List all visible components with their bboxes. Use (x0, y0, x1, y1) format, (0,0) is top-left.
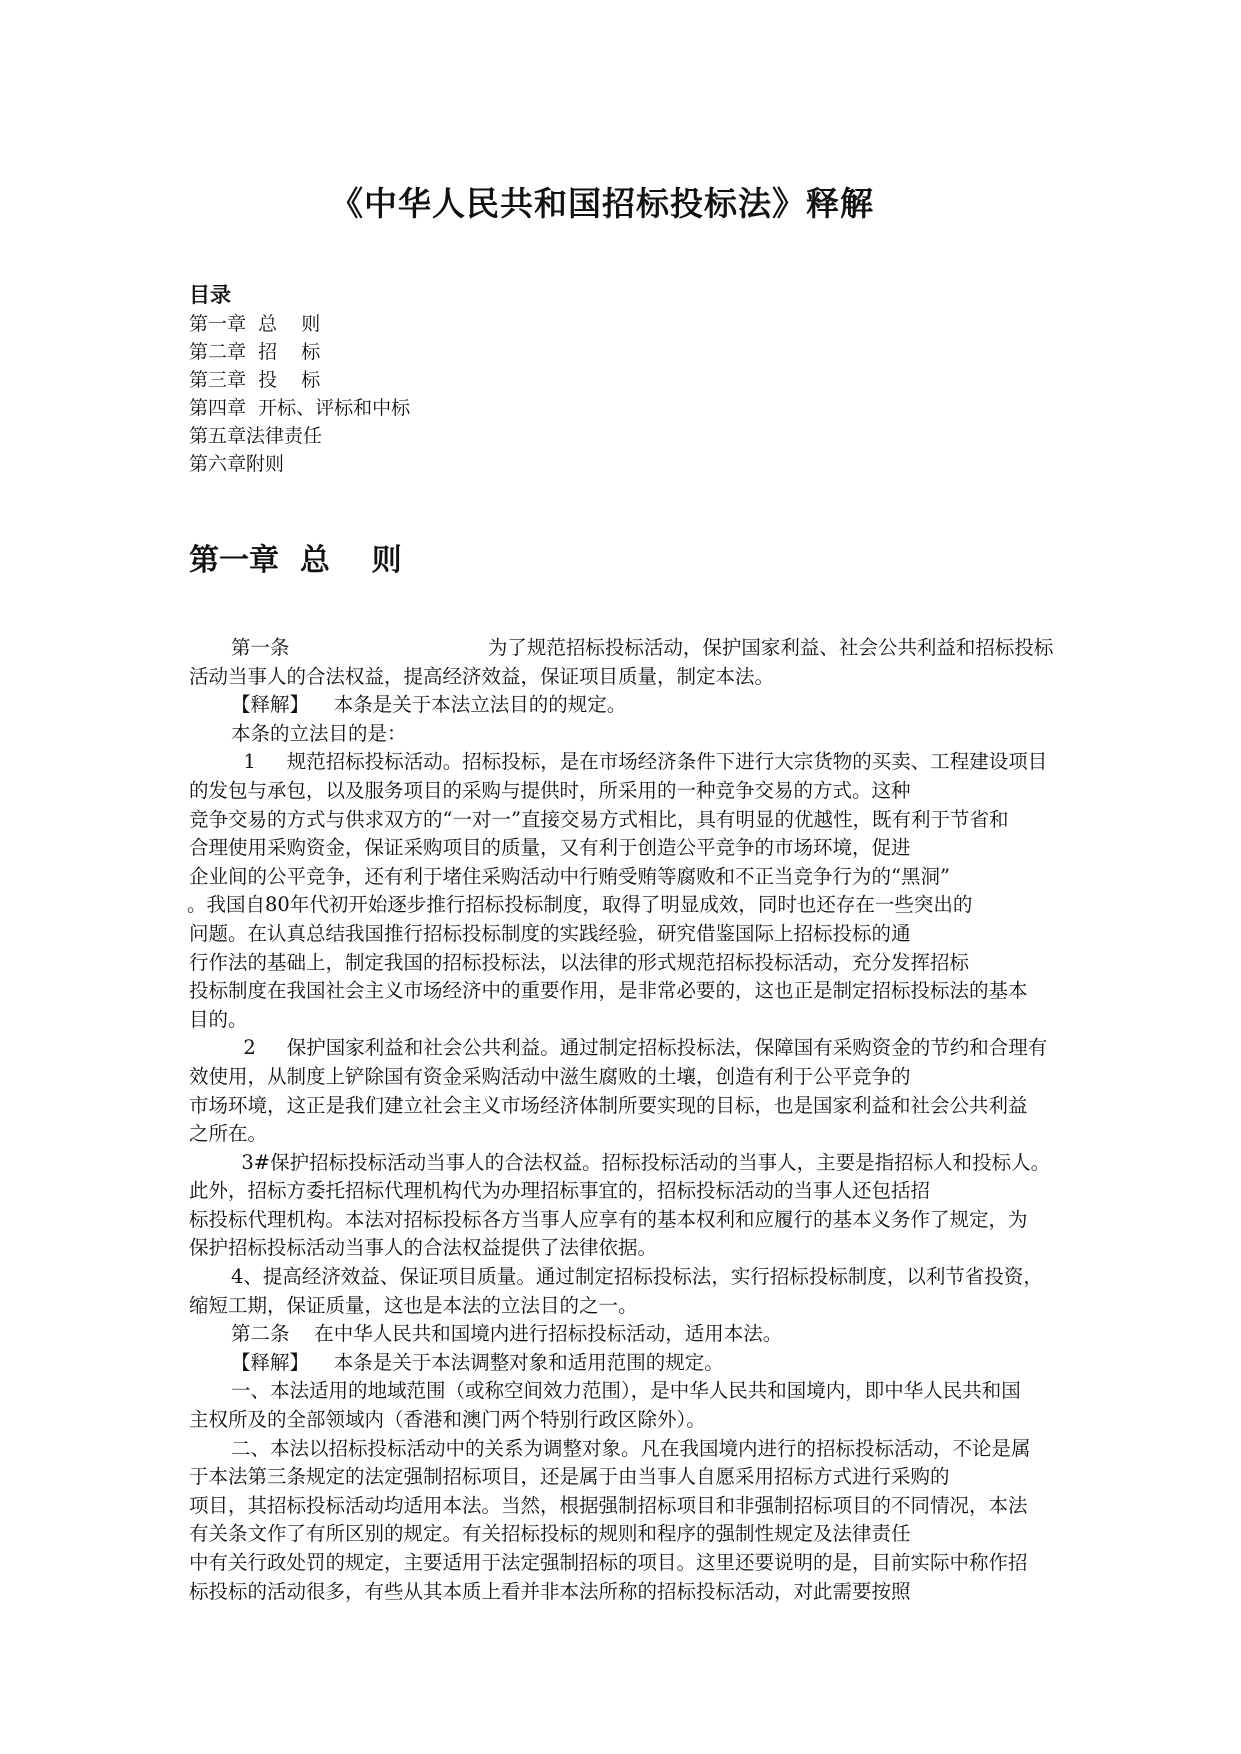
body-line: 第二条 在中华人民共和国境内进行招标投标活动，适用本法。 (231, 1322, 783, 1346)
body-line: 有关条文作了有所区别的规定。有关招标投标的规则和程序的强制性规定及法律责任 (189, 1522, 911, 1546)
body-line: 。我国自80年代初开始逐步推行招标投标制度，取得了明显成效，同时也还存在一些突出的 (187, 893, 973, 917)
body-line: 4、提高经济效益、保证项目质量。通过制定招标投标法，实行招标投标制度，以利节省投资， (231, 1265, 1043, 1289)
body-line: 第一条 为了规范招标投标活动，保护国家利益、社会公共利益和招标投标 (231, 636, 1054, 659)
toc-item: 第一章 总 则 (189, 313, 321, 335)
body-line: 企业间的公平竞争，还有利于堵住采购活动中行贿受贿等腐败和不正当竞争行为的“黑洞” (189, 864, 950, 888)
body-line: 标投标的活动很多，有些从其本质上看并非本法所称的招标投标活动，对此需要按照 (189, 1579, 911, 1603)
body-line: 竞争交易的方式与供求双方的“一对一”直接交易方式相比，具有明显的优越性，既有利于节省和 (189, 807, 1009, 831)
body-line: 之所在。 (189, 1122, 268, 1146)
document-title: 《中华人民共和国招标投标法》释解 (330, 184, 874, 223)
body-line: 中有关行政处罚的规定，主要适用于法定强制招标的项目。这里还要说明的是，目前实际中称作招 (189, 1551, 1028, 1574)
body-line: 3#保护招标投标活动当事人的合法权益。招标投标活动的当事人，主要是指招标人和投标人。 (229, 1150, 1051, 1174)
body-line: 行作法的基础上，制定我国的招标投标法，以法律的形式规范招标投标活动，充分发挥招标 (189, 950, 970, 974)
toc-heading: 目录 (189, 283, 231, 307)
body-line: 效使用，从制度上铲除国有资金采购活动中滋生腐败的土壤，创造有利于公平竞争的 (189, 1064, 911, 1088)
body-line: 目的。 (189, 1007, 248, 1031)
body-line: 一、本法适用的地域范围（或称空间效力范围），是中华人民共和国境内，即中华人民共和国 (231, 1379, 1021, 1403)
body-line: 缩短工期，保证质量，这也是本法的立法目的之一。 (189, 1293, 638, 1317)
body-line: 本条的立法目的是： (231, 721, 407, 745)
body-line: 合理使用采购资金，保证采购项目的质量，又有利于创造公平竞争的市场环境，促进 (189, 836, 911, 860)
toc-item: 第二章 招 标 (189, 341, 321, 363)
body-line: 主权所及的全部领域内（香港和澳门两个特别行政区除外）。 (189, 1408, 706, 1432)
body-line: 活动当事人的合法权益，提高经济效益，保证项目质量，制定本法。 (189, 664, 775, 688)
document-body (189, 634, 1149, 1606)
body-line: 于本法第三条规定的法定强制招标项目，还是属于由当事人自愿采用招标方式进行采购的 (189, 1465, 950, 1489)
body-line: 的发包与承包，以及服务项目的采购与提供时，所采用的一种竞争交易的方式。这种 (189, 778, 911, 802)
body-line: 此外，招标方委托招标代理机构代为办理招标事宜的，招标投标活动的当事人还包括招 (189, 1179, 931, 1203)
body-line: 标投标代理机构。本法对招标投标各方当事人应享有的基本权利和应履行的基本义务作了规定，为 (189, 1207, 1028, 1231)
body-line: 市场环境，这正是我们建立社会主义市场经济体制所要实现的目标，也是国家利益和社会公共利益 (189, 1093, 1028, 1117)
toc-item: 第三章 投 标 (189, 369, 321, 391)
toc-item: 第五章法律责任 (189, 425, 323, 447)
body-line: 问题。在认真总结我国推行招标投标制度的实践经验，研究借鉴国际上招标投标的通 (189, 921, 911, 945)
body-line: 【释解】 本条是关于本法立法目的的规定。 (231, 693, 627, 717)
body-line: 1 规范招标投标活动。招标投标，是在市场经济条件下进行大宗货物的买卖、工程建设项目 (231, 750, 1048, 774)
chapter-title: 第一章 总 则 (189, 543, 402, 578)
table-of-contents (189, 280, 410, 478)
body-line: 投标制度在我国社会主义市场经济中的重要作用，是非常必要的，这也正是制定招标投标法的基本 (189, 979, 1028, 1003)
body-line: 二、本法以招标投标活动中的关系为调整对象。凡在我国境内进行的招标投标活动，不论是属 (231, 1436, 1031, 1460)
body-line: 【释解】 本条是关于本法调整对象和适用范围的规定。 (231, 1350, 724, 1374)
body-line: 项目，其招标投标活动均适用本法。当然，根据强制招标项目和非强制招标项目的不同情况，本法 (189, 1493, 1028, 1517)
toc-item: 第四章 开标、评标和中标 (189, 397, 411, 419)
body-line: 保护招标投标活动当事人的合法权益提供了法律依据。 (189, 1236, 658, 1260)
toc-item: 第六章附则 (189, 453, 285, 475)
body-line: 2 保护国家利益和社会公共利益。通过制定招标投标法，保障国有采购资金的节约和合理有 (231, 1036, 1048, 1060)
